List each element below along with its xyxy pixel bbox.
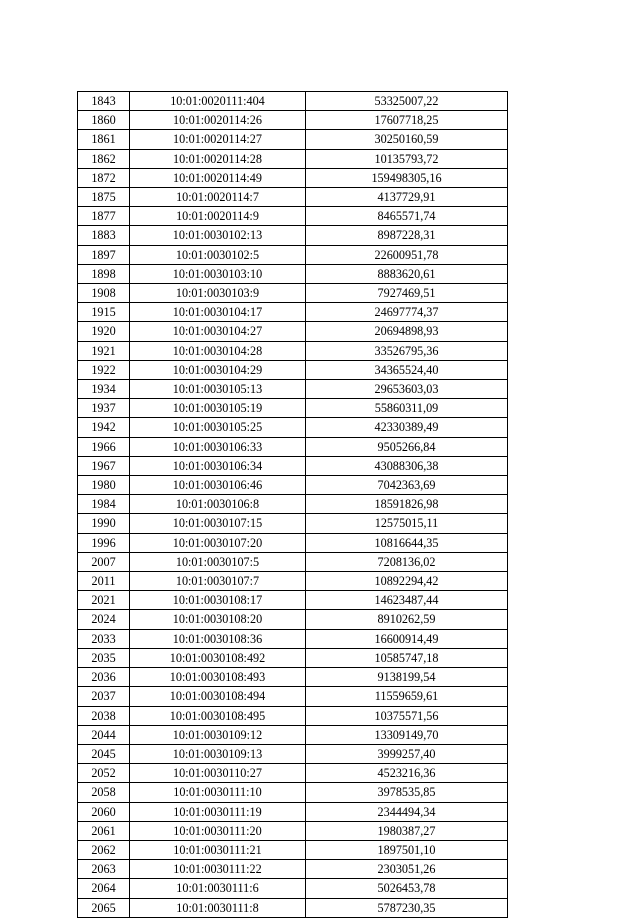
cadastral-number-cell: 10:01:0020114:7 [130,188,306,207]
table-row [78,207,508,226]
table-row [78,264,508,283]
value-cell: 7927469,51 [306,284,508,303]
value-cell: 159498305,16 [306,168,508,187]
row-number-cell: 1877 [78,207,130,226]
data-table [77,91,508,918]
table-row [78,706,508,725]
row-number-cell: 2052 [78,764,130,783]
row-number-cell: 2063 [78,860,130,879]
row-number-cell: 1898 [78,264,130,283]
row-number-cell: 1862 [78,149,130,168]
cadastral-number-cell: 10:01:0030108:495 [130,706,306,725]
value-cell: 3978535,85 [306,783,508,802]
row-number-cell: 1990 [78,514,130,533]
table-row [78,188,508,207]
row-number-cell: 2036 [78,668,130,687]
cadastral-number-cell: 10:01:0030108:494 [130,687,306,706]
value-cell: 13309149,70 [306,725,508,744]
table-body [78,92,508,918]
cadastral-number-cell: 10:01:0030111:20 [130,821,306,840]
table-row [78,591,508,610]
cadastral-number-cell: 10:01:0030111:22 [130,860,306,879]
cadastral-number-cell: 10:01:0020114:28 [130,149,306,168]
value-cell: 14623487,44 [306,591,508,610]
table-row [78,629,508,648]
cadastral-number-cell: 10:01:0030104:28 [130,341,306,360]
cadastral-number-cell: 10:01:0030107:7 [130,572,306,591]
cadastral-number-cell: 10:01:0030111:6 [130,879,306,898]
value-cell: 12575015,11 [306,514,508,533]
table-row [78,284,508,303]
row-number-cell: 1872 [78,168,130,187]
value-cell: 30250160,59 [306,130,508,149]
value-cell: 10892294,42 [306,572,508,591]
cadastral-number-cell: 10:01:0030103:9 [130,284,306,303]
value-cell: 9505266,84 [306,437,508,456]
table-row [78,130,508,149]
value-cell: 10585747,18 [306,648,508,667]
table-row [78,476,508,495]
row-number-cell: 2060 [78,802,130,821]
table-row [78,418,508,437]
row-number-cell: 1897 [78,245,130,264]
cadastral-number-cell: 10:01:0030111:8 [130,898,306,917]
row-number-cell: 1967 [78,456,130,475]
value-cell: 29653603,03 [306,380,508,399]
table-row [78,783,508,802]
row-number-cell: 1966 [78,437,130,456]
table-row [78,360,508,379]
value-cell: 10135793,72 [306,149,508,168]
row-number-cell: 2037 [78,687,130,706]
value-cell: 42330389,49 [306,418,508,437]
table-row [78,687,508,706]
table-row [78,437,508,456]
value-cell: 4523216,36 [306,764,508,783]
value-cell: 8910262,59 [306,610,508,629]
row-number-cell: 1996 [78,533,130,552]
value-cell: 34365524,40 [306,360,508,379]
value-cell: 33526795,36 [306,341,508,360]
cadastral-number-cell: 10:01:0030109:13 [130,744,306,763]
cadastral-number-cell: 10:01:0030111:21 [130,840,306,859]
cadastral-number-cell: 10:01:0030104:27 [130,322,306,341]
table-row [78,149,508,168]
value-cell: 17607718,25 [306,111,508,130]
table-row [78,322,508,341]
table-row [78,821,508,840]
row-number-cell: 2061 [78,821,130,840]
cadastral-number-cell: 10:01:0030110:27 [130,764,306,783]
value-cell: 11559659,61 [306,687,508,706]
cadastral-number-cell: 10:01:0030109:12 [130,725,306,744]
value-cell: 16600914,49 [306,629,508,648]
cadastral-number-cell: 10:01:0030108:36 [130,629,306,648]
row-number-cell: 2033 [78,629,130,648]
table-row [78,744,508,763]
table-row [78,533,508,552]
value-cell: 3999257,40 [306,744,508,763]
row-number-cell: 2044 [78,725,130,744]
table-row [78,552,508,571]
cadastral-number-cell: 10:01:0030105:25 [130,418,306,437]
value-cell: 53325007,22 [306,92,508,111]
table-row [78,898,508,917]
row-number-cell: 1875 [78,188,130,207]
cadastral-number-cell: 10:01:0030105:19 [130,399,306,418]
value-cell: 55860311,09 [306,399,508,418]
value-cell: 2303051,26 [306,860,508,879]
cadastral-number-cell: 10:01:0020111:404 [130,92,306,111]
row-number-cell: 1908 [78,284,130,303]
row-number-cell: 1921 [78,341,130,360]
table-row [78,245,508,264]
cadastral-number-cell: 10:01:0020114:9 [130,207,306,226]
table-row [78,572,508,591]
value-cell: 18591826,98 [306,495,508,514]
row-number-cell: 2035 [78,648,130,667]
cadastral-number-cell: 10:01:0030107:5 [130,552,306,571]
row-number-cell: 1980 [78,476,130,495]
value-cell: 7042363,69 [306,476,508,495]
table-row [78,668,508,687]
table-row [78,111,508,130]
cadastral-number-cell: 10:01:0030108:20 [130,610,306,629]
value-cell: 43088306,38 [306,456,508,475]
cadastral-number-cell: 10:01:0030107:20 [130,533,306,552]
table-row [78,764,508,783]
row-number-cell: 1920 [78,322,130,341]
cadastral-number-cell: 10:01:0030104:29 [130,360,306,379]
cadastral-number-cell: 10:01:0020114:27 [130,130,306,149]
cadastral-number-cell: 10:01:0030106:34 [130,456,306,475]
cadastral-number-cell: 10:01:0030108:493 [130,668,306,687]
row-number-cell: 2065 [78,898,130,917]
value-cell: 24697774,37 [306,303,508,322]
cadastral-number-cell: 10:01:0020114:49 [130,168,306,187]
table-row [78,399,508,418]
value-cell: 5026453,78 [306,879,508,898]
table-row [78,303,508,322]
value-cell: 10816644,35 [306,533,508,552]
row-number-cell: 1934 [78,380,130,399]
row-number-cell: 2024 [78,610,130,629]
row-number-cell: 2021 [78,591,130,610]
cadastral-number-cell: 10:01:0030106:8 [130,495,306,514]
cadastral-number-cell: 10:01:0030104:17 [130,303,306,322]
table-row [78,341,508,360]
value-cell: 2344494,34 [306,802,508,821]
value-cell: 8883620,61 [306,264,508,283]
cadastral-number-cell: 10:01:0030107:15 [130,514,306,533]
row-number-cell: 1860 [78,111,130,130]
row-number-cell: 1883 [78,226,130,245]
row-number-cell: 1861 [78,130,130,149]
cadastral-number-cell: 10:01:0030108:492 [130,648,306,667]
table-row [78,92,508,111]
table-row [78,610,508,629]
table-row [78,648,508,667]
cadastral-number-cell: 10:01:0030105:13 [130,380,306,399]
row-number-cell: 2058 [78,783,130,802]
cadastral-number-cell: 10:01:0030111:19 [130,802,306,821]
row-number-cell: 1937 [78,399,130,418]
table-row [78,514,508,533]
table-row [78,840,508,859]
row-number-cell: 2064 [78,879,130,898]
cadastral-number-cell: 10:01:0030103:10 [130,264,306,283]
cadastral-number-cell: 10:01:0030106:33 [130,437,306,456]
value-cell: 10375571,56 [306,706,508,725]
row-number-cell: 1922 [78,360,130,379]
table-row [78,879,508,898]
value-cell: 5787230,35 [306,898,508,917]
row-number-cell: 2038 [78,706,130,725]
value-cell: 7208136,02 [306,552,508,571]
cadastral-number-cell: 10:01:0030106:46 [130,476,306,495]
row-number-cell: 1942 [78,418,130,437]
table-row [78,860,508,879]
row-number-cell: 2007 [78,552,130,571]
value-cell: 8465571,74 [306,207,508,226]
table-row [78,168,508,187]
value-cell: 8987228,31 [306,226,508,245]
row-number-cell: 2011 [78,572,130,591]
value-cell: 1980387,27 [306,821,508,840]
row-number-cell: 2062 [78,840,130,859]
row-number-cell: 2045 [78,744,130,763]
cadastral-number-cell: 10:01:0020114:26 [130,111,306,130]
value-cell: 1897501,10 [306,840,508,859]
value-cell: 9138199,54 [306,668,508,687]
table-row [78,495,508,514]
table-row [78,226,508,245]
table-row [78,380,508,399]
cadastral-number-cell: 10:01:0030102:5 [130,245,306,264]
cadastral-number-cell: 10:01:0030108:17 [130,591,306,610]
table-row [78,725,508,744]
table-row [78,456,508,475]
value-cell: 4137729,91 [306,188,508,207]
cadastral-number-cell: 10:01:0030111:10 [130,783,306,802]
row-number-cell: 1843 [78,92,130,111]
cadastral-number-cell: 10:01:0030102:13 [130,226,306,245]
value-cell: 22600951,78 [306,245,508,264]
table-row [78,802,508,821]
row-number-cell: 1984 [78,495,130,514]
row-number-cell: 1915 [78,303,130,322]
value-cell: 20694898,93 [306,322,508,341]
